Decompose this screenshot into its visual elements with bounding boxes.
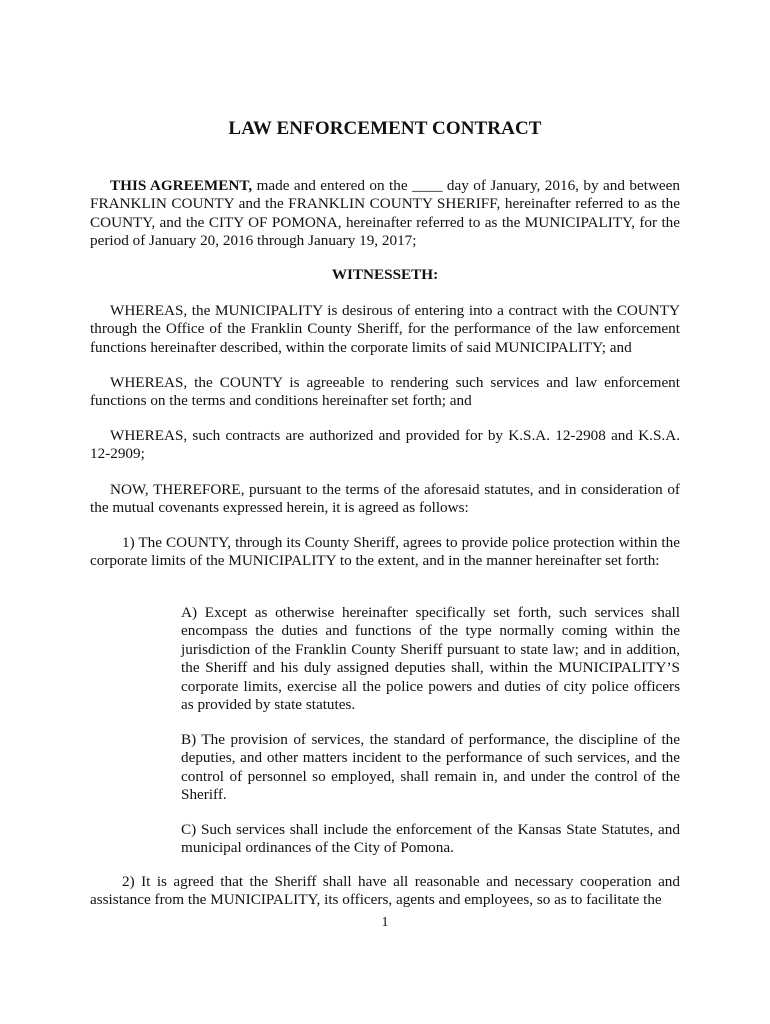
clause-1a: A) Except as otherwise hereinafter specifically set forth, such services shall encompass the duties and functions of the type normally coming within the jurisdiction of the Franklin County Sheriff pursuant to state law; and in addition, the Sheriff and his duly assigned deputies shall, within the MUNICIPALITY’S corporate limits, exercise all the police powers and duties of city police officers as provided by state statutes.	[181, 604, 680, 714]
clause-1: 1) The COUNTY, through its County Sheriff, agrees to provide police protection within the corporate limits of the MUNICIPALITY to the extent, and in the manner hereinafter set forth:	[90, 534, 680, 570]
witnesseth-heading: WITNESSETH:	[331, 266, 439, 283]
now-therefore-paragraph: NOW, THEREFORE, pursuant to the terms of the aforesaid statutes, and in consideration of the mutual covenants expressed herein, it is agreed as follows:	[90, 481, 680, 517]
clause-1b: B) The provision of services, the standard of performance, the discipline of the deputies, and other matters incident to the performance of such services, and the control of personnel so employed, shall remain in, and under the control of the Sheriff.	[181, 731, 680, 804]
page-number: 1	[381, 915, 389, 930]
agreement-text: made and entered on the ____ day of January, 2016, by and between FRANKLIN COUNTY and the FRANKLIN COUNTY SHERIFF, hereinafter referred to as the COUNTY, and the CITY OF POMONA, hereinafter referred to as the MUNICIPALITY, for the period of January 20, 2016 through January 19, 2017;	[90, 177, 681, 250]
whereas-paragraph-3: WHEREAS, such contracts are authorized and provided for by K.S.A. 12-2908 and K.S.A. 12-2909;	[90, 427, 680, 463]
document-title: LAW ENFORCEMENT CONTRACT	[228, 118, 542, 139]
clause-1c: C) Such services shall include the enforcement of the Kansas State Statutes, and municipal ordinances of the City of Pomona.	[181, 821, 680, 857]
agreement-lead: THIS AGREEMENT,	[110, 177, 253, 194]
whereas-paragraph-1: WHEREAS, the MUNICIPALITY is desirous of entering into a contract with the COUNTY through the Office of the Franklin County Sheriff, for the performance of the law enforcement functions hereinafter described, within the corporate limits of said MUNICIPALITY; and	[90, 302, 680, 356]
whereas-paragraph-2: WHEREAS, the COUNTY is agreeable to rendering such services and law enforcement functions on the terms and conditions hereinafter set forth; and	[90, 374, 680, 410]
clause-2: 2) It is agreed that the Sheriff shall have all reasonable and necessary cooperation and assistance from the MUNICIPALITY, its officers, agents and employees, so as to facilitate the	[90, 873, 680, 909]
agreement-paragraph	[90, 177, 680, 251]
